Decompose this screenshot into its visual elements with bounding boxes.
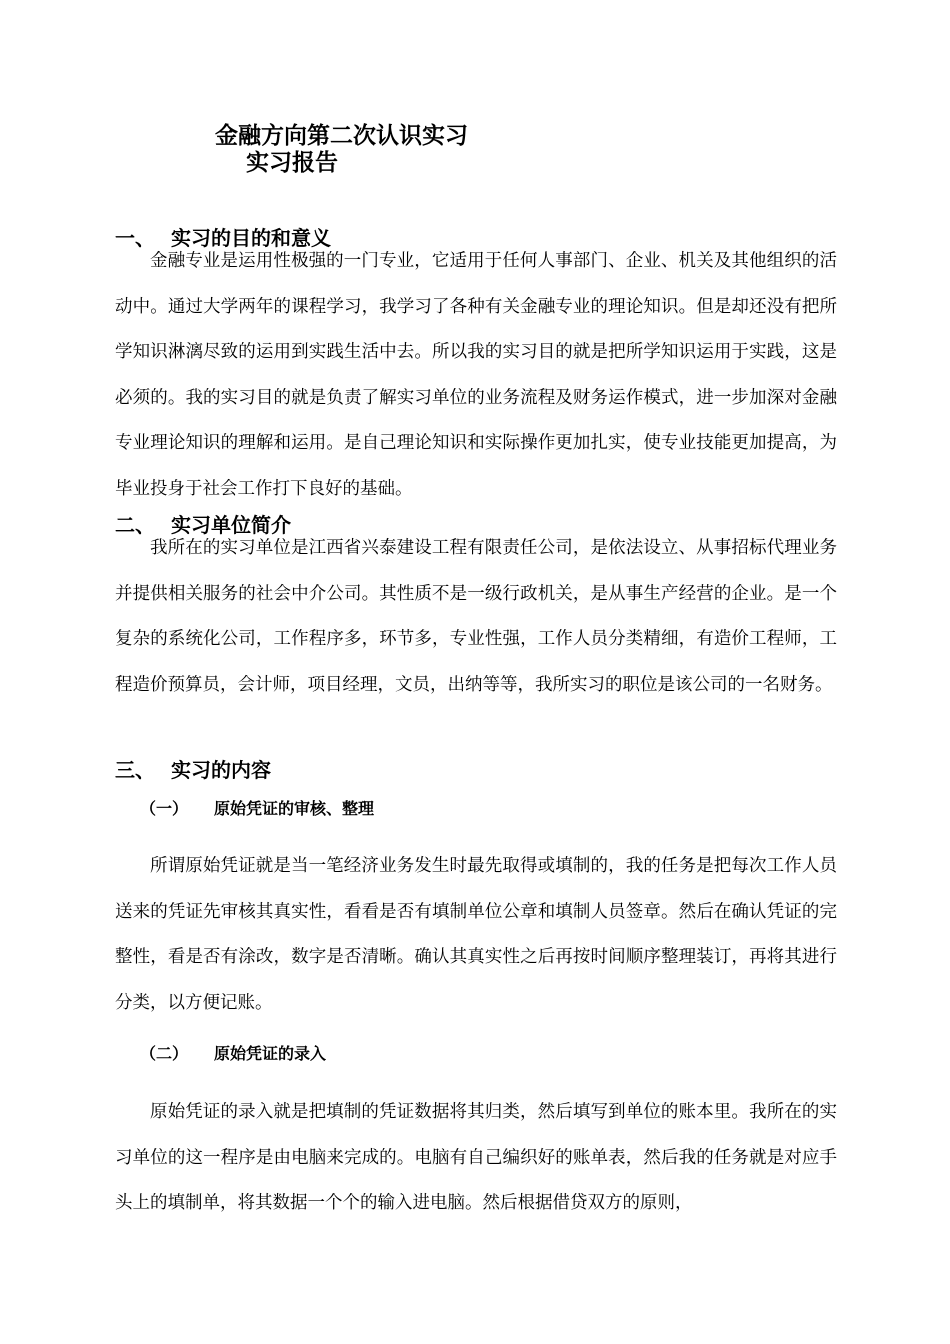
- paragraph-company: 我所在的实习单位是江西省兴泰建设工程有限责任公司，是依法设立、从事招标代理业务并提供相关服务的社会中介公司。其性质不是一级行政机关，是从事生产经营的企业。是一个复杂的系统化公司，工作程序多，环节多，专业性强，工作人员分类精细，有造价工程师，工程造价预算员，会计师，项目经理，文员，出纳等等，我所实习的职位是该公司的一名财务。: [115, 538, 837, 695]
- subsection-heading-review: [140, 798, 374, 820]
- paragraph-review: 所谓原始凭证就是当一笔经济业务发生时最先取得或填制的，我的任务是把每次工作人员送来的凭证先审核其真实性，看看是否有填制单位公章和填制人员签章。然后在确认凭证的完整性，看是否有涂改，数字是否清晰。确认其真实性之后再按时间顺序整理装订，再将其进行分类，以方便记账。: [115, 856, 837, 1013]
- document-title: 金融方向第二次认识实习: [215, 123, 468, 149]
- section-heading-text: 实习的内容: [171, 758, 271, 782]
- section-number: 三、: [115, 758, 155, 782]
- section-heading-content: [115, 757, 271, 783]
- section-number: 二、: [115, 513, 155, 537]
- section-heading-text: 实习的目的和意义: [171, 226, 331, 250]
- subsection-heading-text: 原始凭证的审核、整理: [214, 799, 375, 818]
- paragraph-entry: 原始凭证的录入就是把填制的凭证数据将其归类，然后填写到单位的账本里。我所在的实习单位的这一程序是由电脑来完成的。电脑有自己编织好的账单表，然后我的任务就是对应手头上的填制单，将其数据一个个的输入进电脑。然后根据借贷双方的原则，: [115, 1102, 837, 1214]
- section-number: 一、: [115, 226, 155, 250]
- subsection-heading-entry: [140, 1043, 326, 1065]
- paragraph-purpose: 金融专业是运用性极强的一门专业，它适用于任何人事部门、企业、机关及其他组织的活动中。通过大学两年的课程学习，我学习了各种有关金融专业的理论知识。但是却还没有把所学知识淋漓尽致的运用到实践生活中去。所以我的实习目的就是把所学知识运用于实践，这是必须的。我的实习目的就是负责了解实习单位的业务流程及财务运作模式，进一步加深对金融专业理论知识的理解和运用。是自己理论知识和实际操作更加扎实，使专业技能更加提高，为毕业投身于社会工作打下良好的基础。: [115, 251, 837, 499]
- section-heading-text: 实习单位简介: [171, 513, 291, 537]
- subsection-number: （二）: [140, 1044, 189, 1063]
- subsection-number: （一）: [140, 799, 189, 818]
- subsection-heading-text: 原始凭证的录入: [214, 1044, 327, 1063]
- document-subtitle: 实习报告: [246, 150, 338, 176]
